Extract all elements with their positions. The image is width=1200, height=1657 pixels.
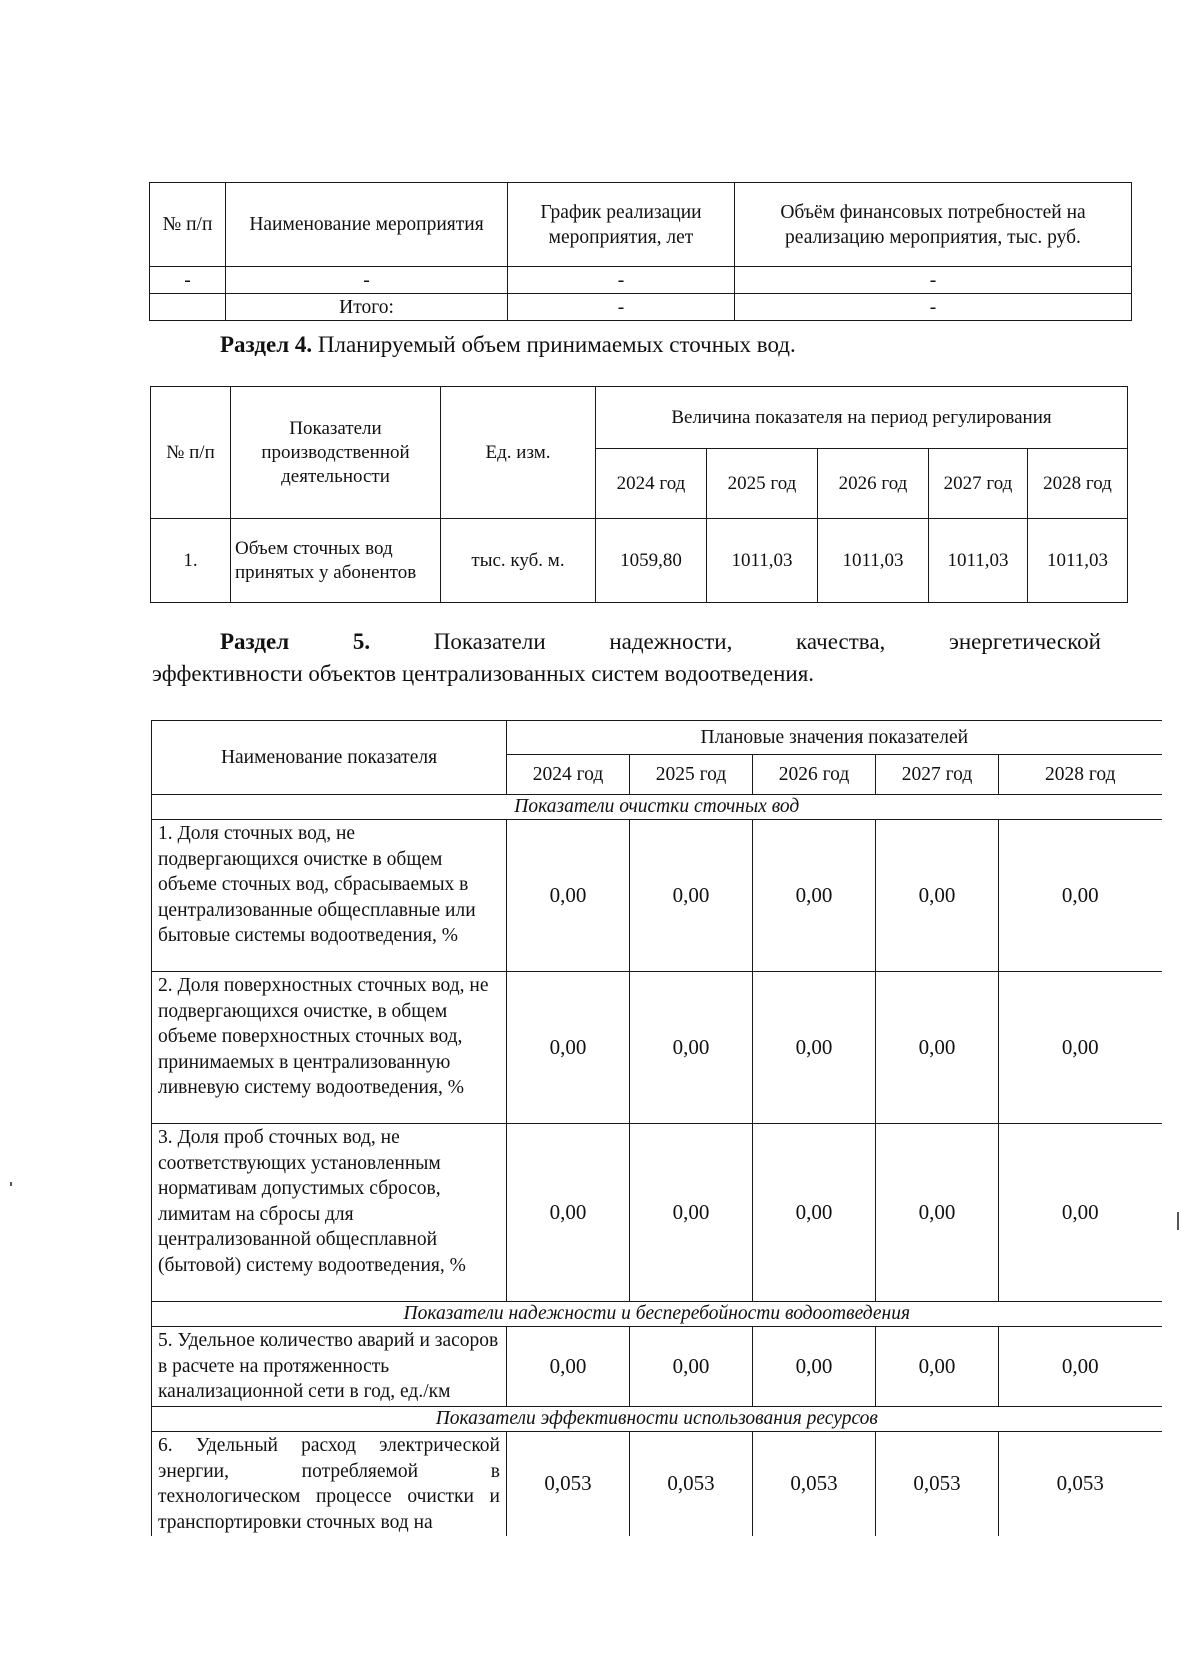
col-header-year: 2028 год <box>1028 449 1128 519</box>
col-header-year: 2027 год <box>929 449 1028 519</box>
wastewater-volume-table <box>150 386 1128 603</box>
cell-finance: - <box>735 267 1132 294</box>
cell-value: 0,053 <box>753 1432 876 1537</box>
group-title-row <box>152 795 1162 820</box>
col-header-year: 2026 год <box>753 755 876 795</box>
col-header-name: Наименование мероприятия <box>226 183 508 267</box>
scan-artifact-mark <box>1177 1212 1179 1230</box>
scan-artifact-dot <box>10 1182 12 1186</box>
section-4-title: Планируемый объем принимаемых сточных вод. <box>312 332 796 357</box>
col-header-year: 2024 год <box>596 449 707 519</box>
section-5-line-2: эффективности объектов централизованных систем водоотведения. <box>152 661 815 686</box>
cell-name: Объем сточных вод принятых у абонентов <box>231 519 441 603</box>
indicator-name: 2. Доля поверхностных сточных вод, не подвергающихся очистке, в общем объеме поверхностных сточных вод, принимаемых в централизованную ливневую систему водоотведения, % <box>152 972 507 1124</box>
section-4-label: Раздел 4. <box>220 332 313 357</box>
cell-value: 0,00 <box>507 1327 630 1407</box>
table-header-row <box>150 183 1132 267</box>
col-header-unit: Ед. изм. <box>441 387 596 519</box>
cell-value: 0,00 <box>630 1327 753 1407</box>
col-header-schedule: График реализации мероприятия, лет <box>508 183 735 267</box>
cell-value: 0,053 <box>630 1432 753 1537</box>
table-total-row <box>150 294 1132 321</box>
cell-value: 0,00 <box>507 1124 630 1302</box>
section-5-line-1 <box>152 626 1101 658</box>
group-title: Показатели очистки сточных вод <box>152 795 1162 820</box>
cell-value: 0,00 <box>753 1124 876 1302</box>
indicator-name: 1. Доля сточных вод, не подвергающихся очистке в общем объеме сточных вод, сбрасываемых в централизованные общесплавные или бытовые системы водоотведения, % <box>152 820 507 972</box>
cell-value: 0,00 <box>507 820 630 972</box>
total-label: Итого: <box>226 294 508 321</box>
measures-table <box>149 182 1132 321</box>
cell-value: 1059,80 <box>596 519 707 603</box>
group-title: Показатели надежности и бесперебойности водоотведения <box>152 1302 1162 1327</box>
col-header-indicators: Показатели производственной деятельности <box>231 387 441 519</box>
col-header-planned: Плановые значения показателей <box>507 721 1162 755</box>
cell-empty <box>150 294 226 321</box>
section-5-word: энергетической <box>948 629 1101 654</box>
section-5-heading <box>152 626 1101 690</box>
indicator-name: 5. Удельное количество аварий и засоров в расчете на протяженность канализационной сети в год, ед./км <box>152 1327 507 1407</box>
col-header-period: Величина показателя на период регулирования <box>596 387 1128 449</box>
cell-value: 0,00 <box>876 820 999 972</box>
cell-value: 0,053 <box>507 1432 630 1537</box>
cell-value: 0,00 <box>630 820 753 972</box>
indicator-name: 3. Доля проб сточных вод, не соответствующих установленным нормативам допустимых сбросов, лимитам на сбросы для централизованной общесплавной (бытовой) систему водоотведения, % <box>152 1124 507 1302</box>
col-header-year: 2026 год <box>818 449 929 519</box>
table-row <box>152 972 1162 1124</box>
section-4-heading <box>220 330 796 360</box>
col-header-year: 2025 год <box>630 755 753 795</box>
group-title-row <box>152 1407 1162 1432</box>
col-header-num: № п/п <box>151 387 231 519</box>
cell-name: - <box>226 267 508 294</box>
cell-value: 0,00 <box>507 972 630 1124</box>
col-header-year: 2025 год <box>707 449 818 519</box>
table-row <box>150 267 1132 294</box>
cell-value: 0,00 <box>753 972 876 1124</box>
col-header-year: 2024 год <box>507 755 630 795</box>
cell-value: 0,00 <box>876 972 999 1124</box>
section-5-word: надежности, <box>609 629 733 654</box>
col-header-year: 2027 год <box>876 755 999 795</box>
cell-value: 0,00 <box>999 1124 1162 1302</box>
indicator-name: 6. Удельный расход электрической энергии, потребляемой в технологическом процессе очистки и транспортировки сточных вод на <box>152 1432 507 1537</box>
cell-value: 0,00 <box>630 1124 753 1302</box>
cell-schedule: - <box>508 267 735 294</box>
table-row <box>152 1327 1162 1407</box>
group-title-row <box>152 1302 1162 1327</box>
cell-value: 0,00 <box>753 820 876 972</box>
cell-num: 1. <box>151 519 231 603</box>
cell-value: 0,00 <box>753 1327 876 1407</box>
cell-value: 0,053 <box>999 1432 1162 1537</box>
col-header-name: Наименование показателя <box>152 721 507 795</box>
table-header-row <box>151 387 1128 449</box>
cell-value: 0,053 <box>876 1432 999 1537</box>
cell-value: 1011,03 <box>929 519 1028 603</box>
cell-value: 1011,03 <box>818 519 929 603</box>
table-row <box>152 820 1162 972</box>
col-header-finance: Объём финансовых потребностей на реализацию мероприятия, тыс. руб. <box>735 183 1132 267</box>
cell-value: 1011,03 <box>707 519 818 603</box>
section-5-word: 5. <box>352 629 371 654</box>
table-header-row <box>152 721 1162 755</box>
section-5-word: Показатели <box>433 629 546 654</box>
cell-value: 0,00 <box>876 1327 999 1407</box>
total-schedule: - <box>508 294 735 321</box>
cell-unit: тыс. куб. м. <box>441 519 596 603</box>
cell-value: 0,00 <box>876 1124 999 1302</box>
table-row <box>151 519 1128 603</box>
cell-value: 0,00 <box>999 972 1162 1124</box>
group-title: Показатели эффективности использования ресурсов <box>152 1407 1162 1432</box>
table-row <box>152 1124 1162 1302</box>
cell-value: 1011,03 <box>1028 519 1128 603</box>
indicators-table <box>151 720 1162 1536</box>
section-5-word: Раздел <box>220 629 290 654</box>
cell-value: 0,00 <box>999 820 1162 972</box>
total-finance: - <box>735 294 1132 321</box>
section-5-word: качества, <box>796 629 886 654</box>
cell-value: 0,00 <box>999 1327 1162 1407</box>
cell-num: - <box>150 267 226 294</box>
table-row <box>152 1432 1162 1537</box>
cell-value: 0,00 <box>630 972 753 1124</box>
col-header-year: 2028 год <box>999 755 1162 795</box>
col-header-num: № п/п <box>150 183 226 267</box>
